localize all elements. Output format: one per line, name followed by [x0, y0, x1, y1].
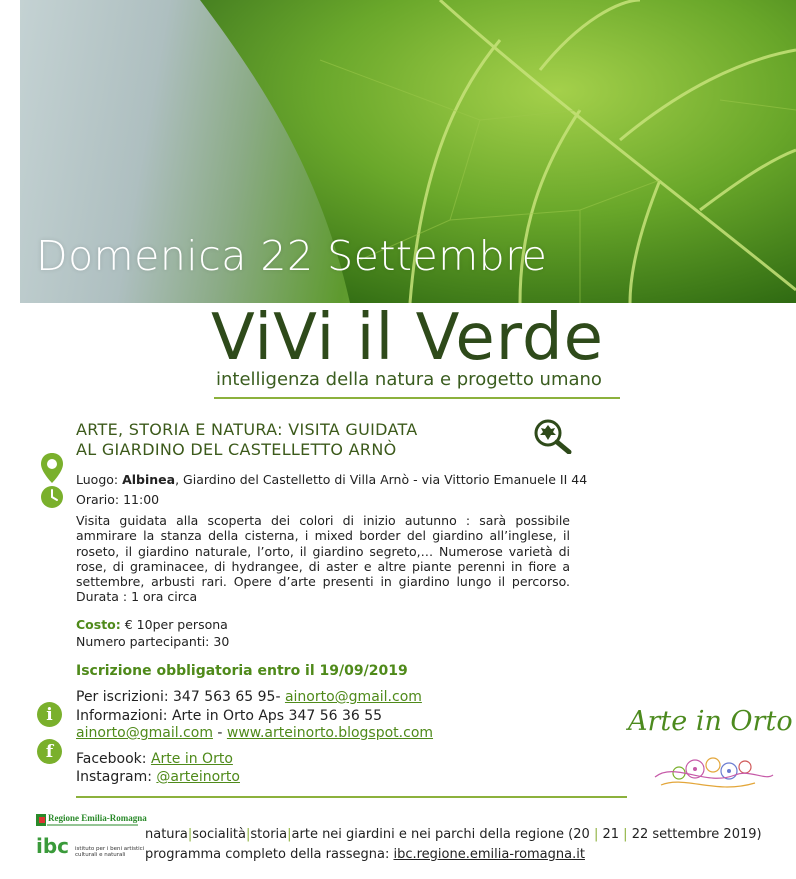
- footer-sep: |: [593, 827, 599, 842]
- footer-day-22: 22 settembre 2019): [631, 827, 762, 842]
- footer-day-21: 21: [602, 827, 620, 842]
- footer-sep: |: [246, 827, 251, 842]
- footer-programma: [145, 847, 585, 862]
- search-leaf-icon[interactable]: [533, 418, 573, 454]
- divider: [214, 397, 620, 399]
- facebook-link[interactable]: Arte in Orto: [150, 751, 233, 767]
- contact-instagram: [76, 769, 240, 785]
- event-title-line1: ARTE, STORIA E NATURA: VISITA GUIDATA: [76, 420, 418, 439]
- footer-themes: [145, 827, 762, 842]
- ibc-subtitle: istituto per i beni artistici culturali e naturali: [75, 846, 145, 859]
- email-link-2[interactable]: ainorto@gmail.com: [76, 725, 213, 741]
- footer-word-arte: arte nei giardini e nei parchi della regione (20: [291, 827, 590, 842]
- contact-iscrizioni: [76, 689, 422, 705]
- hero-image: [20, 0, 796, 303]
- regione-emilia-romagna-wordmark: Regione Emilia-Romagna: [48, 813, 147, 823]
- contact-facebook: [76, 751, 233, 767]
- registration-deadline: Iscrizione obbligatoria entro il 19/09/2019: [76, 663, 408, 679]
- email-link[interactable]: ainorto@gmail.com: [284, 689, 422, 705]
- cost-value: € 10per persona: [120, 617, 228, 632]
- instagram-link[interactable]: @arteinorto: [156, 769, 240, 785]
- event-date: Domenica 22 Settembre: [36, 232, 548, 280]
- clock-icon: [40, 485, 64, 509]
- page-subtitle: intelligenza della natura e progetto umano: [216, 369, 602, 390]
- event-participants: Numero partecipanti: 30: [76, 634, 230, 649]
- event-description: Visita guidata alla scoperta dei colori di inizio autunno : sarà possibile ammirare la stanza della cisterna, i mixed border del giardino all’inglese, il roseto, il giardino naturale, l’orto, il giardino segreto,… Numerose varietà di rose, di graminacee, di hydrangee, di aster e altre piante perenni in fiore a settembre, arbusti rari. Opere d’arte presenti in giardino lungo il percorso. Durata : 1 ora circa: [76, 513, 570, 605]
- iscrizioni-text: Per iscrizioni: 347 563 65 95-: [76, 689, 285, 705]
- event-title: [76, 420, 418, 460]
- location-pin-icon: [40, 452, 64, 484]
- ibc-logo: ibc: [36, 834, 70, 858]
- arte-in-orto-wordmark: Arte in Orto: [628, 706, 793, 737]
- programma-link[interactable]: ibc.regione.emilia-romagna.it: [393, 847, 585, 862]
- contact-web: [76, 725, 433, 741]
- footer-word-storia: storia: [250, 827, 288, 842]
- location-label: Luogo:: [76, 472, 123, 487]
- cost-label: Costo:: [76, 617, 121, 632]
- location-address: , Giardino del Castelletto di Villa Arnò - via Vittorio Emanuele II 44: [175, 472, 588, 487]
- event-title-line2: AL GIARDINO DEL CASTELLETTO ARNÒ: [76, 440, 397, 459]
- event-cost: [76, 617, 228, 632]
- footer-word-natura: natura: [145, 827, 188, 842]
- contact-informazioni: Informazioni: Arte in Orto Aps 347 56 36 55: [76, 708, 383, 724]
- page-title: ViVi il Verde: [211, 301, 604, 375]
- programma-label: programma completo della rassegna:: [145, 847, 394, 862]
- contact-dash: -: [212, 725, 227, 741]
- divider-bottom: [76, 796, 627, 798]
- blog-link[interactable]: www.arteinorto.blogspot.com: [226, 725, 434, 741]
- location-town: Albinea: [122, 472, 176, 487]
- facebook-label: Facebook:: [76, 751, 151, 767]
- footer-sep: |: [623, 827, 628, 842]
- event-location: [76, 472, 587, 487]
- footer-sep: |: [187, 827, 193, 842]
- instagram-label: Instagram:: [76, 769, 157, 785]
- facebook-icon: f: [37, 739, 62, 764]
- footer-word-socialita: socialità: [192, 827, 246, 842]
- event-time: Orario: 11:00: [76, 492, 160, 507]
- info-icon: i: [37, 702, 62, 727]
- footer-sep: |: [287, 827, 292, 842]
